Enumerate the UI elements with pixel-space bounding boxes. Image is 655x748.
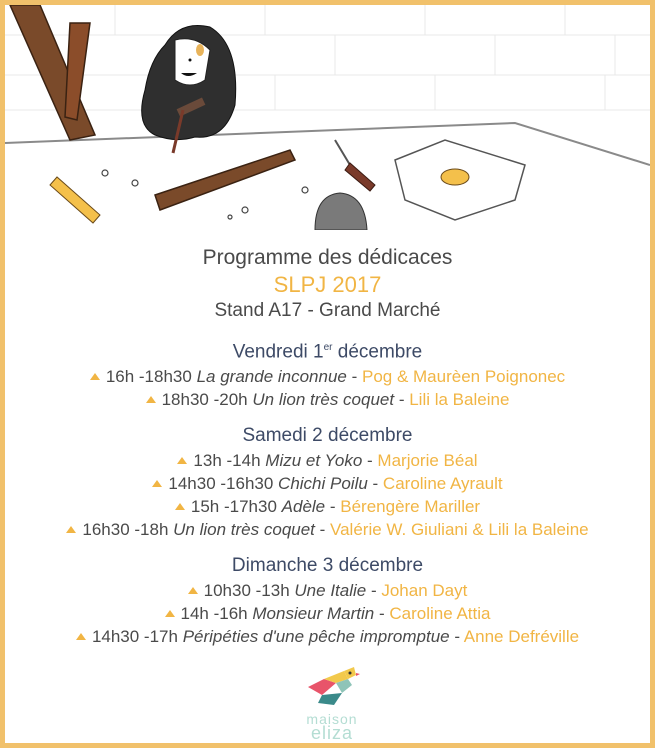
program-content — [5, 245, 650, 648]
day-name: Samedi 2 décembre — [242, 425, 413, 447]
triangle-bullet-icon — [188, 587, 198, 594]
triangle-bullet-icon — [152, 480, 162, 487]
authors: Valérie W. Giuliani & Lili la Baleine — [330, 520, 589, 540]
separator: - — [325, 497, 341, 517]
book-title: Mizu et Yoko — [265, 451, 363, 471]
session-row — [5, 365, 650, 388]
authors: Marjorie Béal — [377, 451, 478, 471]
separator: - — [314, 520, 331, 540]
maison-eliza-logo — [297, 665, 367, 745]
triangle-bullet-icon — [165, 610, 175, 617]
authors: Bérengère Mariller — [340, 497, 481, 517]
illustration-svg — [5, 5, 650, 230]
session-row — [5, 602, 650, 625]
session-time: 16h30 -18h — [82, 520, 169, 540]
book-title: Un lion très coquet — [173, 520, 315, 540]
triangle-bullet-icon — [66, 526, 76, 533]
session-time: 14h30 -16h30 — [168, 474, 274, 494]
separator: - — [346, 367, 362, 387]
session-time: 14h -16h — [180, 604, 248, 624]
session-time: 18h30 -20h — [161, 390, 248, 410]
session-row — [5, 449, 650, 472]
book-title: Chichi Poilu — [278, 474, 368, 494]
plank-left — [10, 5, 95, 140]
session-time: 15h -17h30 — [190, 497, 277, 517]
separator: - — [366, 581, 382, 601]
authors: Anne Defréville — [463, 627, 580, 647]
session-row — [5, 518, 650, 541]
day-month: décembre — [332, 341, 423, 363]
separator: - — [449, 627, 464, 647]
book-title: Un lion très coquet — [252, 390, 395, 410]
authors: Johan Dayt — [381, 581, 468, 601]
day-title — [5, 335, 650, 365]
authors: Caroline Attia — [389, 604, 491, 624]
session-time: 10h30 -13h — [203, 581, 290, 601]
session-row — [5, 495, 650, 518]
day-section — [5, 335, 650, 411]
days-list — [5, 335, 650, 648]
day-section — [5, 553, 650, 648]
day-name: Vendredi 1 — [232, 341, 324, 363]
logo-line-1: maison — [306, 711, 358, 727]
triangle-bullet-icon — [175, 503, 185, 510]
book-title: Une Italie — [294, 581, 367, 601]
book-title: Monsieur Martin — [252, 604, 375, 624]
day-section — [5, 423, 650, 541]
separator: - — [374, 604, 390, 624]
separator: - — [362, 451, 378, 471]
stand-info: Stand A17 - Grand Marché — [214, 300, 441, 321]
separator: - — [367, 474, 383, 494]
session-row — [5, 388, 650, 411]
book-title: La grande inconnue — [196, 367, 347, 387]
authors: Caroline Ayrault — [382, 474, 503, 494]
triangle-bullet-icon — [177, 457, 187, 464]
workbench-illustration — [5, 5, 650, 230]
session-row — [5, 472, 650, 495]
book-title: Adèle — [281, 497, 326, 517]
session-time: 13h -14h — [193, 451, 261, 471]
day-name: Dimanche 3 décembre — [231, 555, 424, 577]
session-time: 16h -18h30 — [105, 367, 192, 387]
session-time: 14h30 -17h — [91, 627, 178, 647]
logo-wordmark — [297, 713, 367, 741]
separator: - — [394, 390, 410, 410]
program-heading: Programme des dédicaces — [202, 246, 453, 269]
day-title — [5, 423, 650, 449]
event-title: SLPJ 2017 — [273, 272, 382, 297]
logo-line-2: eliza — [310, 723, 354, 743]
triangle-bullet-icon — [90, 373, 100, 380]
authors: Lili la Baleine — [409, 390, 510, 410]
triangle-bullet-icon — [146, 396, 156, 403]
triangle-bullet-icon — [76, 633, 86, 640]
authors: Pog & Maurèen Poignonec — [361, 367, 566, 387]
day-ordinal: er — [323, 342, 333, 353]
book-title: Péripéties d'une pêche impromptue — [182, 627, 450, 647]
day-title — [5, 553, 650, 579]
session-row — [5, 579, 650, 602]
bird-logo-icon — [304, 665, 360, 713]
session-row — [5, 625, 650, 648]
